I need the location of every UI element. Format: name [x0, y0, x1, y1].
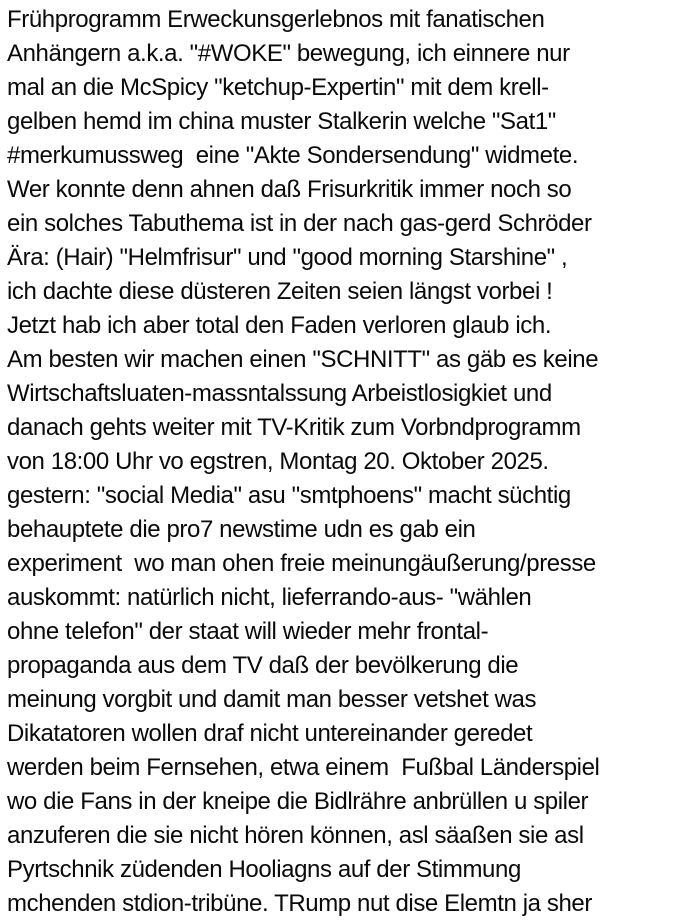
text-line: experiment wo man ohen freie meinungäußerung/presse — [7, 550, 596, 577]
text-line: #merkumussweg eine "Akte Sondersendung" widmete. — [7, 142, 579, 169]
text-line: Frühprogramm Erweckunsgerlebnos mit fanatischen — [7, 6, 545, 33]
text-line: Wirtschaftsluaten-massntalssung Arbeistlosigkiet und — [7, 380, 552, 407]
text-line: auskommt: natürlich nicht, lieferrando-aus- "wählen — [7, 584, 532, 611]
text-line: werden beim Fernsehen, etwa einem Fußbal Länderspiel — [7, 754, 600, 781]
text-line: Jetzt hab ich aber total den Faden verloren glaub ich. — [7, 312, 552, 339]
text-line: von 18:00 Uhr vo egstren, Montag 20. Oktober 2025. — [7, 448, 549, 475]
text-line: Anhängern a.k.a. "#WOKE" bewegung, ich einnere nur — [7, 40, 570, 67]
text-line: wo die Fans in der kneipe die Bidlrähre anbrüllen u spiler — [7, 788, 589, 815]
text-line: propaganda aus dem TV daß der bevölkerung die — [7, 652, 519, 679]
text-line: mchenden stdion-tribüne. TRump nut dise Elemtn ja sher — [7, 890, 592, 917]
text-line: ohne telefon" der staat will wieder mehr frontal- — [7, 618, 489, 645]
text-line: gelben hemd im china muster Stalkerin welche "Sat1" — [7, 108, 556, 135]
text-line: Wer konnte denn ahnen daß Frisurkritik immer noch so — [7, 176, 572, 203]
text-line: anzuferen die sie nicht hören können, asl säaßen sie asl — [7, 822, 584, 849]
text-line: mal an die McSpicy "ketchup-Expertin" mit dem krell- — [7, 74, 549, 101]
text-line: Ära: (Hair) "Helmfrisur" und "good morning Starshine" , — [7, 244, 568, 271]
text-line: Am besten wir machen einen "SCHNITT" as gäb es keine — [7, 346, 599, 373]
text-line: Pyrtschnik züdenden Hooliagns auf der Stimmung — [7, 856, 521, 883]
text-line: meinung vorgbit und damit man besser vetshet was — [7, 686, 537, 713]
text-line: danach gehts weiter mit TV-Kritik zum Vorbndprogramm — [7, 414, 581, 441]
text-line: behauptete die pro7 newstime udn es gab ein — [7, 516, 476, 543]
text-line: ich dachte diese düsteren Zeiten seien längst vorbei ! — [7, 278, 553, 305]
text-line: gestern: "social Media" asu "smtphoens" macht süchtig — [7, 482, 571, 509]
text-document — [7, 3, 684, 920]
text-line: ein solches Tabuthema ist in der nach gas-gerd Schröder — [7, 210, 592, 237]
text-line: Dikatatoren wollen draf nicht untereinander geredet — [7, 720, 533, 747]
